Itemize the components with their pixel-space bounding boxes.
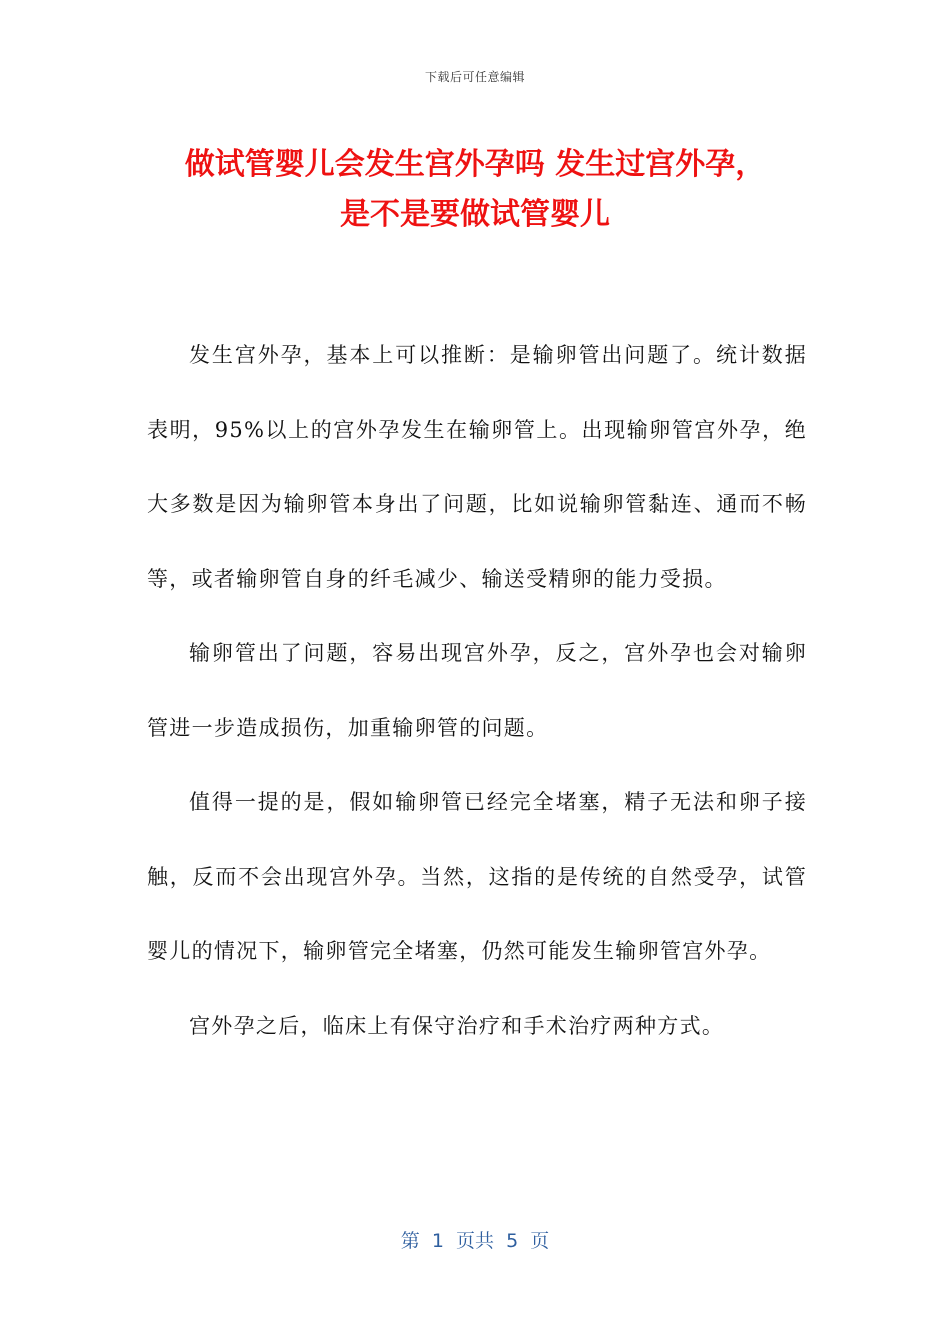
paragraph-1: 发生宫外孕，基本上可以推断：是输卵管出问题了。统计数据表明，95%以上的宫外孕发生在输卵管上。出现输卵管宫外孕，绝大多数是因为输卵管本身出了问题，比如说输卵管黏连、通而不畅等，或者输卵管自身的纤毛减少、输送受精卵的能力受损。 — [147, 343, 807, 591]
page-footer: 第 1 页共 5 页 — [400, 1230, 550, 1252]
paragraph-4: 宫外孕之后，临床上有保守治疗和手术治疗两种方式。 — [189, 1013, 725, 1038]
title-line-1: 做试管婴儿会发生宫外孕吗 发生过宫外孕， — [184, 147, 766, 182]
paragraph-2: 输卵管出了问题，容易出现宫外孕，反之，宫外孕也会对输卵管进一步造成损伤，加重输卵管的问题。 — [147, 641, 807, 740]
document-body — [147, 318, 807, 1063]
title-line-2: 是不是要做试管婴儿 — [340, 197, 610, 232]
header-note: 下载后可任意编辑 — [424, 70, 525, 84]
paragraph-3: 值得一提的是，假如输卵管已经完全堵塞，精子无法和卵子接触，反而不会出现宫外孕。当然，这指的是传统的自然受孕，试管婴儿的情况下，输卵管完全堵塞，仍然可能发生输卵管宫外孕。 — [147, 790, 807, 963]
document-title — [120, 140, 830, 240]
